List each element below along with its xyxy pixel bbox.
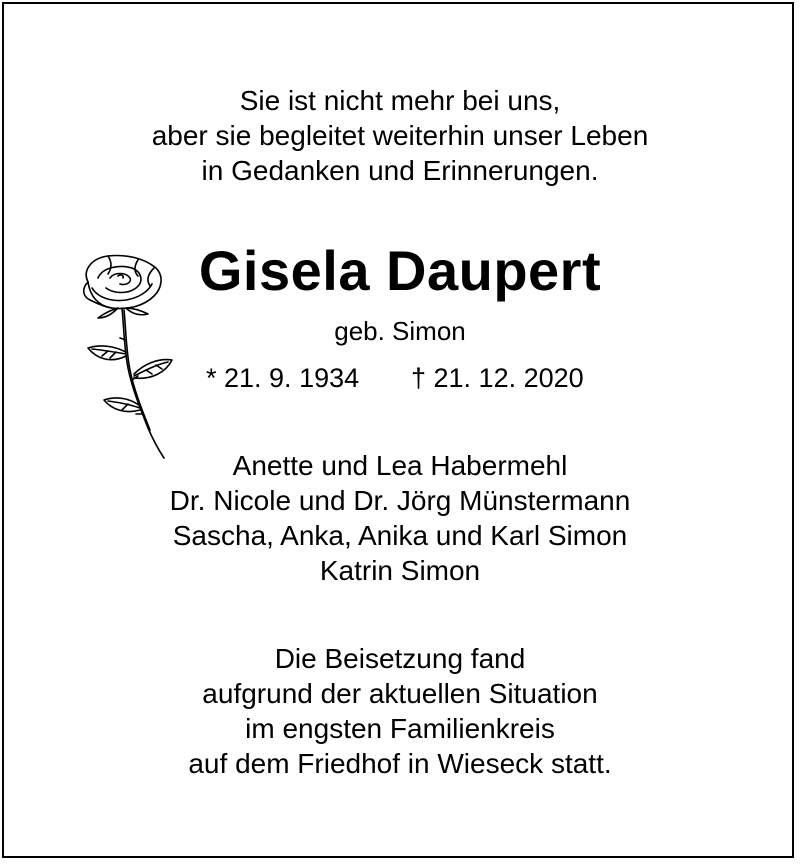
funeral-line: im engsten Familienkreis: [245, 713, 555, 744]
mourner-line: Anette und Lea Habermehl: [232, 450, 568, 481]
death-date: † 21. 12. 2020: [411, 363, 584, 393]
mourner-line: Sascha, Anka, Anika und Karl Simon: [172, 520, 628, 551]
funeral-line: auf dem Friedhof in Wieseck statt.: [188, 748, 612, 779]
intro-verse: [0, 83, 800, 188]
mourner-line: Katrin Simon: [319, 555, 481, 586]
intro-line: aber sie begleitet weiterhin unser Leben: [151, 120, 649, 151]
funeral-note: [0, 641, 800, 781]
intro-line: Sie ist nicht mehr bei uns,: [239, 85, 561, 116]
birth-date: * 21. 9. 1934: [206, 363, 360, 393]
funeral-line: aufgrund der aktuellen Situation: [202, 678, 598, 709]
intro-line: in Gedanken und Erinnerungen.: [201, 155, 599, 186]
maiden-name: geb. Simon: [334, 316, 466, 346]
mourner-line: Dr. Nicole und Dr. Jörg Münstermann: [169, 485, 631, 516]
deceased-name: Gisela Daupert: [198, 239, 602, 302]
mourners-list: [0, 448, 800, 588]
funeral-line: Die Beisetzung fand: [274, 643, 526, 674]
